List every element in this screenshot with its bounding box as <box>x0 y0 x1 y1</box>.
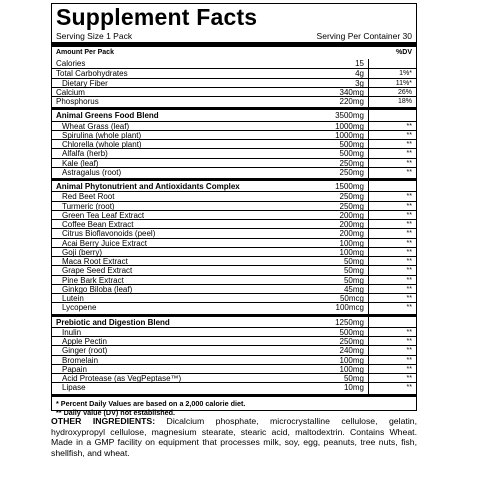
ingredient-name: Pine Bark Extract <box>62 275 124 285</box>
daily-value: ** <box>406 230 412 238</box>
facts-row <box>52 256 416 265</box>
daily-value: ** <box>406 384 412 392</box>
daily-value: ** <box>406 141 412 148</box>
column-header <box>56 48 412 58</box>
ingredient-amount: 50mg <box>343 374 364 383</box>
ingredient-name: Dietary Fiber <box>62 78 108 88</box>
ingredient-amount: 45mg <box>343 284 364 294</box>
ingredient-name: Lipase <box>62 383 86 393</box>
ingredient-amount: 100mg <box>339 247 364 257</box>
ingredient-amount: 15 <box>355 59 364 68</box>
footnote: ** Daily Value (DV) not established. <box>56 407 176 417</box>
facts-row <box>52 275 416 284</box>
supplement-facts-panel <box>51 3 417 417</box>
daily-value: ** <box>406 248 412 256</box>
ingredient-name: Alfalfa (herb) <box>62 149 108 159</box>
ingredient-name: Astragalus (root) <box>62 167 122 177</box>
daily-value: ** <box>406 347 412 355</box>
ingredient-name: Chlorella (whole plant) <box>62 140 142 149</box>
thick-divider <box>52 42 416 47</box>
ingredient-name: Ginger (root) <box>62 346 108 356</box>
ingredient-name: Goji (berry) <box>62 247 103 257</box>
section-divider <box>52 107 416 110</box>
facts-row <box>52 345 416 354</box>
facts-row <box>52 247 416 256</box>
ingredient-amount: 1500mg <box>335 182 364 191</box>
ingredient-amount: 50mg <box>343 275 364 285</box>
daily-value: ** <box>406 338 412 345</box>
ingredient-amount: 100mg <box>339 364 364 374</box>
ingredient-name: Bromelain <box>62 355 99 365</box>
daily-value: ** <box>406 202 412 210</box>
ingredient-amount: 4g <box>355 69 364 79</box>
ingredient-amount: 200mg <box>339 210 364 220</box>
ingredient-name: Animal Phytonutrient and Antioxidants Complex <box>56 182 240 191</box>
daily-value: 11%* <box>395 79 412 87</box>
servings-per-container: Serving Per Container 30 <box>316 31 412 41</box>
daily-value: ** <box>406 276 412 284</box>
blend-row <box>52 318 416 327</box>
ingredient-name: Total Carbohydrates <box>56 69 128 79</box>
ingredient-amount: 220mg <box>339 97 364 106</box>
ingredient-name: Lutein <box>62 294 84 303</box>
facts-row <box>52 191 416 200</box>
facts-row <box>52 228 416 237</box>
facts-row <box>52 87 416 96</box>
ingredient-name: Green Tea Leaf Extract <box>62 210 145 220</box>
facts-row <box>52 167 416 176</box>
ingredient-name: Citrus Bioflavonoids (peel) <box>62 229 156 239</box>
ingredient-amount: 1000mg <box>335 130 364 140</box>
facts-row <box>52 284 416 293</box>
facts-row <box>52 201 416 210</box>
daily-value: 26% <box>397 88 412 96</box>
ingredient-name: Lycopene <box>62 303 97 313</box>
ingredient-amount: 50mg <box>343 257 364 266</box>
ingredient-name: Wheat Grass (leaf) <box>62 121 130 131</box>
daily-value: 1%* <box>399 70 412 78</box>
daily-value: ** <box>406 365 412 373</box>
ingredient-amount: 240mg <box>339 346 364 356</box>
ingredient-name: Apple Pectin <box>62 337 107 346</box>
ingredient-name: Kale (leaf) <box>62 158 99 168</box>
facts-row <box>52 327 416 336</box>
facts-row <box>52 148 416 157</box>
facts-row <box>52 382 416 391</box>
blend-row <box>52 182 416 191</box>
ingredient-name: Phosphorus <box>56 97 99 106</box>
daily-value: ** <box>406 285 412 293</box>
ingredient-name: Spirulina (whole plant) <box>62 130 142 140</box>
facts-row <box>52 210 416 219</box>
ingredient-amount: 50mcg <box>339 294 364 303</box>
ingredient-name: Acai Berry Juice Extract <box>62 238 147 248</box>
daily-value: ** <box>406 304 412 312</box>
ingredient-name: Papain <box>62 364 87 374</box>
daily-value: ** <box>406 159 412 167</box>
facts-row <box>52 219 416 228</box>
ingredient-name: Acid Protease (as VegPeptase™) <box>62 374 182 383</box>
daily-value: ** <box>406 267 412 275</box>
section-divider <box>52 178 416 181</box>
ingredient-name: Turmeric (root) <box>62 201 115 211</box>
daily-value: ** <box>406 375 412 382</box>
ingredient-amount: 500mg <box>339 327 364 337</box>
ingredient-name: Prebiotic and Digestion Blend <box>56 317 170 327</box>
facts-row <box>52 139 416 148</box>
facts-row <box>52 293 416 302</box>
ingredient-amount: 250mg <box>339 158 364 168</box>
blend-row <box>52 111 416 120</box>
facts-row <box>52 364 416 373</box>
facts-row <box>52 96 416 105</box>
ingredient-name: Animal Greens Food Blend <box>56 111 159 121</box>
ingredient-amount: 250mg <box>339 337 364 346</box>
ingredient-name: Maca Root Extract <box>62 257 128 266</box>
daily-value: ** <box>406 221 412 228</box>
facts-row <box>52 265 416 274</box>
footnote: * Percent Daily Values are based on a 2,000 calorie diet. <box>56 398 246 408</box>
facts-row <box>52 59 416 68</box>
ingredient-name: Calcium <box>56 87 85 97</box>
daily-value: ** <box>406 258 412 265</box>
daily-value: ** <box>406 168 412 176</box>
ingredient-amount: 250mg <box>339 201 364 211</box>
ingredient-name: Grape Seed Extract <box>62 266 133 276</box>
other-ingredients-label: OTHER INGREDIENTS: <box>51 416 156 426</box>
ingredient-amount: 250mg <box>339 192 364 202</box>
daily-value: ** <box>406 295 412 302</box>
daily-value: ** <box>406 211 412 219</box>
facts-row <box>52 158 416 167</box>
column-rule <box>368 59 369 396</box>
daily-value: ** <box>406 193 412 201</box>
ingredient-amount: 500mg <box>339 140 364 149</box>
serving-info <box>56 31 412 41</box>
ingredient-amount: 1250mg <box>335 317 364 327</box>
section-divider <box>52 314 416 317</box>
daily-value: ** <box>406 122 412 130</box>
daily-value: ** <box>406 131 412 139</box>
ingredient-name: Inulin <box>62 327 82 337</box>
facts-row <box>52 302 416 311</box>
daily-value: ** <box>406 356 412 364</box>
ingredient-amount: 3g <box>355 78 364 88</box>
serving-size: Serving Size 1 Pack <box>56 31 133 41</box>
facts-row <box>52 121 416 130</box>
facts-row <box>52 336 416 345</box>
ingredient-name: Red Beet Root <box>62 192 115 202</box>
ingredient-amount: 250mg <box>339 167 364 177</box>
ingredient-amount: 50mg <box>343 266 364 276</box>
other-ingredients-text: Dicalcium phosphate, microcrystalline cellulose, gelatin, hydroxypropyl cellulose, magnesium stearate, stearic acid, maltodextrin. Contains Wheat. Made in a GMP facility on equipment that processes milk, soy, egg, peanuts, tree nuts, fish, shellfish, and wheat. <box>51 416 417 458</box>
ingredient-name: Ginkgo Biloba (leaf) <box>62 284 133 294</box>
ingredient-amount: 200mg <box>339 229 364 239</box>
daily-value: ** <box>406 150 412 158</box>
ingredient-amount: 1000mg <box>335 121 364 131</box>
ingredient-amount: 10mg <box>343 383 364 393</box>
facts-row <box>52 78 416 87</box>
ingredient-name: Coffee Bean Extract <box>62 220 134 229</box>
ingredient-amount: 3500mg <box>335 111 364 121</box>
dv-header: %DV <box>396 49 412 56</box>
facts-row <box>52 130 416 139</box>
facts-row <box>52 373 416 382</box>
facts-row <box>52 238 416 247</box>
daily-value: ** <box>406 328 412 336</box>
ingredient-amount: 340mg <box>339 87 364 97</box>
ingredient-amount: 100mcg <box>335 303 364 313</box>
daily-value: ** <box>406 239 412 247</box>
footer-divider <box>52 394 416 397</box>
daily-value: 18% <box>397 98 412 105</box>
other-ingredients <box>51 416 417 458</box>
ingredient-amount: 200mg <box>339 220 364 229</box>
ingredient-amount: 100mg <box>339 355 364 365</box>
ingredient-name: Calories <box>56 59 86 68</box>
panel-title: Supplement Facts <box>56 4 258 30</box>
ingredient-amount: 100mg <box>339 238 364 248</box>
ingredient-amount: 500mg <box>339 149 364 159</box>
amount-header: Amount Per Pack <box>56 49 114 56</box>
facts-row <box>52 68 416 77</box>
facts-row <box>52 355 416 364</box>
